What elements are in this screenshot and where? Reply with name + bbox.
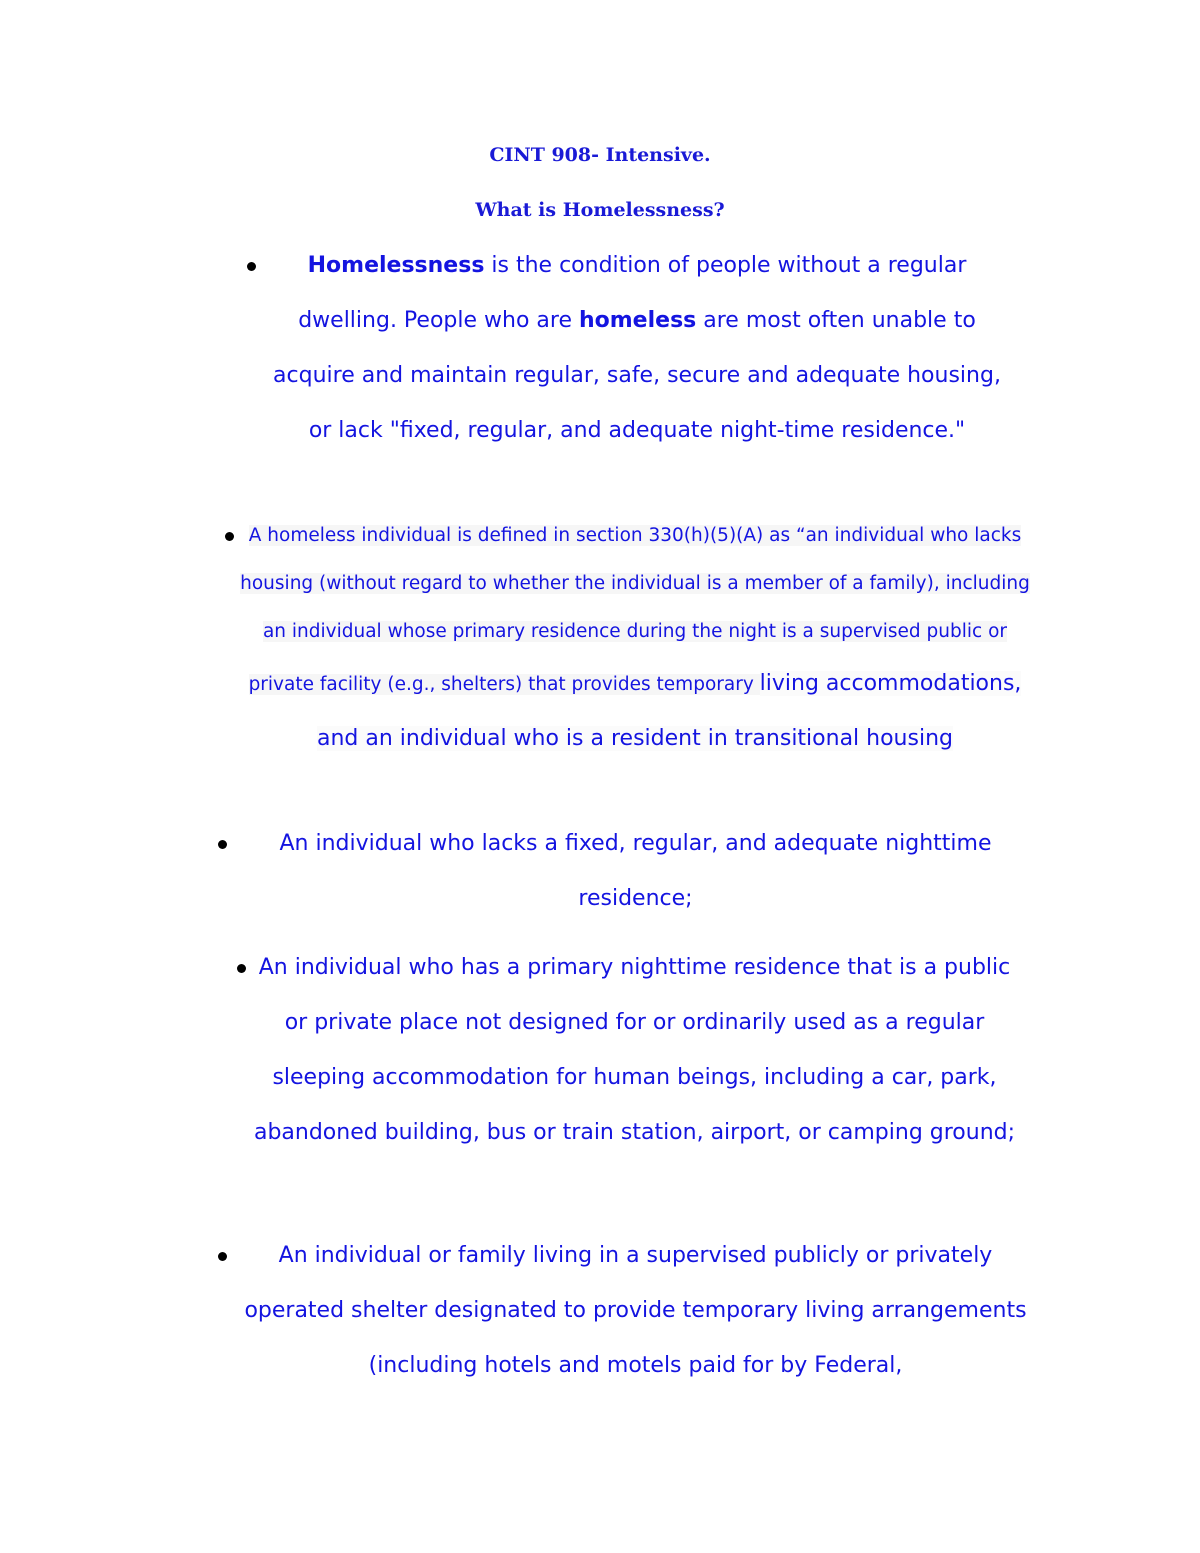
document-subtitle: What is Homelessness? (475, 199, 725, 221)
definition-text-large: living accommodations, and an individual who is a resident in transitional housing (316, 671, 1022, 751)
bullet-text: An individual or family living in a supervised publicly or privately operated shelter designated to provide temporary living arrangements (including hotels and motels paid for by Federal, (244, 1243, 1027, 1378)
bullet-text (240, 512, 1030, 766)
term-homeless: homeless (578, 308, 697, 333)
bullet-text: An individual who lacks a fixed, regular, and adequate nighttime residence; (279, 831, 992, 911)
bullet-text (262, 238, 1012, 458)
document-title: CINT 908- Intensive. (489, 144, 711, 166)
bullet-text: An individual who has a primary nighttime residence that is a public or private place not designed for or ordinarily used as a regular sleeping accommodation for human beings, including a car, park, abandoned building, bus or train station, airport, or camping ground; (253, 955, 1016, 1145)
bullet-icon (218, 1252, 227, 1261)
definition-text: A homeless individual is defined in section 330(h)(5)(A) as “an individual who lacks housing (without regard to whether the individual is a member of a family), including an individual whose primary residence during the night is a supervised public or private facility (e.g., shelters) that provides temporary (240, 525, 1030, 695)
bullet-icon (247, 262, 256, 271)
bullet-text-part: is the condition of people without a regular dwelling. People who are (298, 253, 967, 333)
bullet-icon (237, 964, 246, 973)
bullet-text-part: are most often unable to acquire and maintain regular, safe, secure and adequate housing, or lack "fixed, regular, and adequate night-time residence." (273, 308, 1001, 443)
bullet-icon (225, 532, 234, 541)
bullet-icon (218, 840, 227, 849)
term-homelessness: Homelessness (307, 253, 485, 278)
